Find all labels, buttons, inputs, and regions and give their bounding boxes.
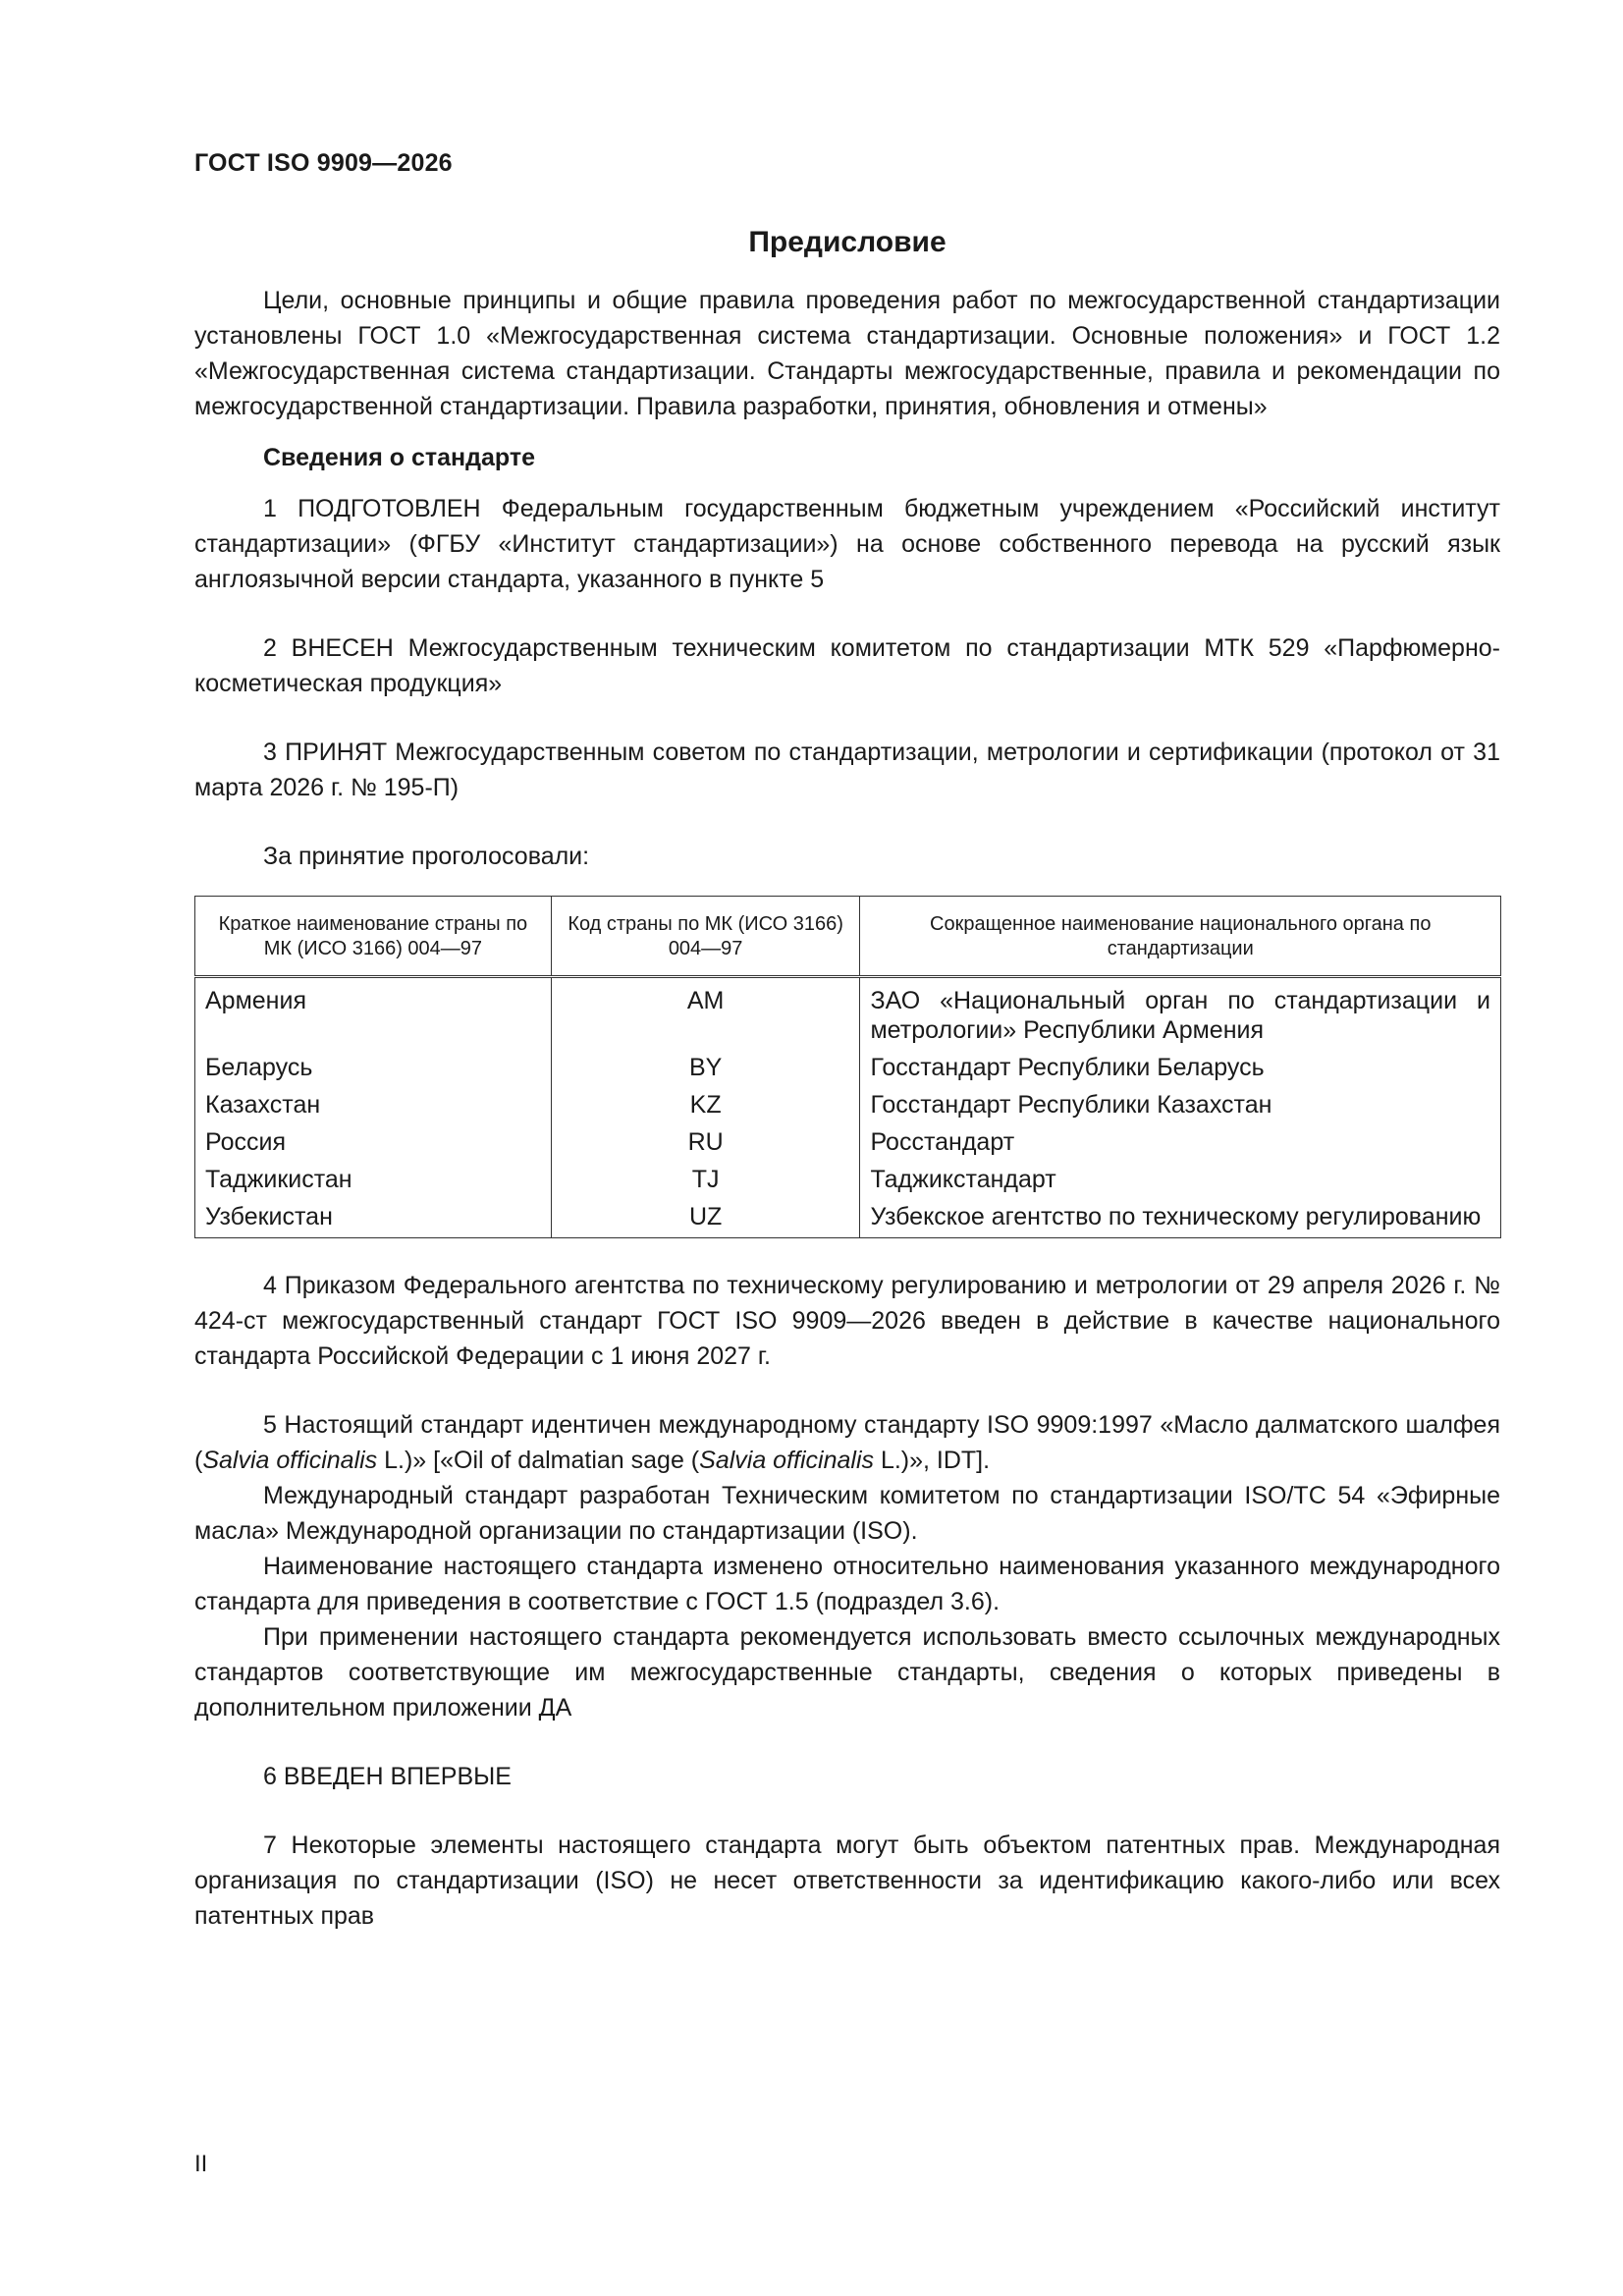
country-name: Узбекистан	[195, 1198, 552, 1238]
column-header-country: Краткое наименование страны по МК (ИСО 3166) 004—97	[195, 897, 552, 977]
voting-countries-table	[194, 896, 1501, 1238]
table-row	[195, 1123, 1501, 1161]
national-body: ЗАО «Национальный орган по стандартизации и метрологии» Республики Армения	[860, 977, 1501, 1050]
table-row	[195, 1086, 1501, 1123]
table-row	[195, 977, 1501, 1050]
table-row	[195, 1161, 1501, 1198]
national-body: Таджикстандарт	[860, 1161, 1501, 1198]
national-body: Госстандарт Республики Казахстан	[860, 1086, 1501, 1123]
country-code: RU	[551, 1123, 860, 1161]
country-name: Казахстан	[195, 1086, 552, 1123]
section-subheading: Сведения о стандарте	[263, 444, 536, 471]
national-body: Росстандарт	[860, 1123, 1501, 1161]
country-name: Армения	[195, 977, 552, 1050]
document-code-header: ГОСТ ISO 9909—2026	[194, 149, 453, 177]
column-header-organ: Сокращенное наименование национального органа по стандартизации	[860, 897, 1501, 977]
item-3-paragraph: 3 ПРИНЯТ Межгосударственным советом по стандартизации, метрологии и сертификации (протокол от 31 марта 2026 г. № 195-П)	[194, 738, 1500, 801]
item-5-text-c: L.)», IDT].	[874, 1447, 991, 1474]
country-code: KZ	[551, 1086, 860, 1123]
item-7-paragraph: 7 Некоторые элементы настоящего стандарта могут быть объектом патентных прав. Международная организация по стандартизации (ISO) не несет ответственности за идентификацию какого-либо или всех патентных прав	[194, 1831, 1500, 1930]
national-body: Узбекское агентство по техническому регулированию	[860, 1198, 1501, 1238]
country-code: BY	[551, 1049, 860, 1086]
intro-paragraph: Цели, основные принципы и общие правила проведения работ по межгосударственной стандартизации установлены ГОСТ 1.0 «Межгосударственная система стандартизации. Основные положения» и ГОСТ 1.2 «Межгосударственная система стандартизации. Стандарты межгосударственные, правила и рекомендации по межгосударственной стандартизации. Правила разработки, принятия, обновления и отмены»	[194, 287, 1500, 420]
document-body	[194, 283, 1500, 1934]
table-row	[195, 1049, 1501, 1086]
item-5-latin-name-b: Salvia officinalis	[699, 1447, 874, 1474]
item-4-paragraph: 4 Приказом Федерального агентства по техническому регулированию и метрологии от 29 апреля 2026 г. № 424-ст межгосударственный стандарт ГОСТ ISO 9909—2026 введен в действие в качестве национального стандарта Российской Федерации с 1 июня 2027 г.	[194, 1272, 1500, 1370]
item-5-tc-paragraph: Международный стандарт разработан Техническим комитетом по стандартизации ISO/TC 54 «Эфирные масла» Международной организации по стандартизации (ISO).	[194, 1482, 1500, 1545]
page-number: II	[194, 2151, 208, 2177]
page-title: Предисловие	[748, 226, 947, 258]
country-code: AM	[551, 977, 860, 1050]
national-body: Госстандарт Республики Беларусь	[860, 1049, 1501, 1086]
country-code: TJ	[551, 1161, 860, 1198]
item-5-paragraph	[194, 1407, 1500, 1478]
table-header-row	[195, 897, 1501, 977]
item-2-paragraph: 2 ВНЕСЕН Межгосударственным техническим комитетом по стандартизации МТК 529 «Парфюмерно-косметическая продукция»	[194, 634, 1500, 697]
item-5-latin-name-a: Salvia officinalis	[202, 1447, 378, 1474]
column-header-code: Код страны по МК (ИСО 3166) 004—97	[551, 897, 860, 977]
item-5-name-change-paragraph: Наименование настоящего стандарта изменено относительно наименования указанного международного стандарта для приведения в соответствие с ГОСТ 1.5 (подраздел 3.6).	[194, 1553, 1500, 1615]
item-1-paragraph: 1 ПОДГОТОВЛЕН Федеральным государственным бюджетным учреждением «Российский институт стандартизации» (ФГБУ «Институт стандартизации») на основе собственного перевода на русский язык англоязычной версии стандарта, указанного в пункте 5	[194, 495, 1500, 593]
country-name: Беларусь	[195, 1049, 552, 1086]
country-name: Таджикистан	[195, 1161, 552, 1198]
item-5-references-paragraph: При применении настоящего стандарта рекомендуется использовать вместо ссылочных международных стандартов соответствующие им межгосударственные стандарты, сведения о которых приведены в дополнительном приложении ДА	[194, 1623, 1500, 1722]
table-row	[195, 1198, 1501, 1238]
country-name: Россия	[195, 1123, 552, 1161]
item-5-text-a: 5 Настоящий стандарт идентичен международному стандарту ISO 9909:1997 «Масло далматского шалфея (	[194, 1411, 1500, 1474]
item-6-paragraph: 6 ВВЕДЕН ВПЕРВЫЕ	[263, 1763, 512, 1790]
item-5-text-b: L.)» [«Oil of dalmatian sage (	[377, 1447, 700, 1474]
voted-label: За принятие проголосовали:	[263, 843, 590, 870]
country-code: UZ	[551, 1198, 860, 1238]
